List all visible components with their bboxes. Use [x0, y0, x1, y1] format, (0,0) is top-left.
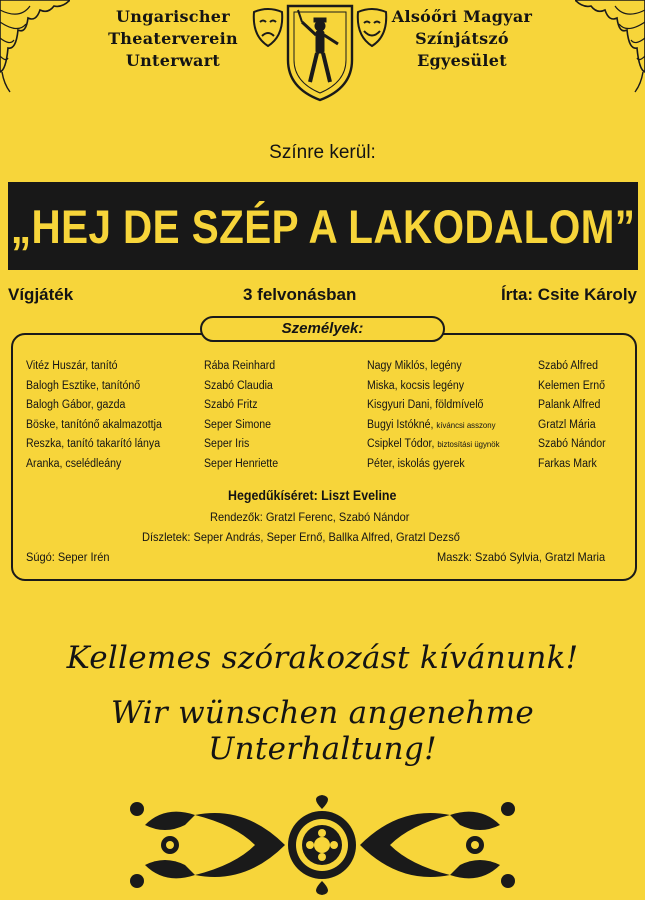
sets-credit: Díszletek: Seper András, Seper Ernő, Ballka Alfred, Gratzl Dezső — [142, 530, 460, 544]
cast-actor: Szabó Nándor — [538, 438, 606, 450]
prompter-credit: Súgó: Seper Irén — [26, 550, 110, 564]
cast-actors-column-right — [538, 357, 606, 474]
play-title: „HEJ DE SZÉP A LAKODALOM” — [10, 199, 636, 253]
acts-label: 3 felvonásban — [243, 285, 357, 304]
cast-role — [367, 396, 500, 416]
cast-role — [367, 416, 500, 436]
header-right-line: Alsóőri Magyar — [391, 7, 533, 26]
cast-role: Balogh Esztike, tanítónő — [26, 379, 141, 392]
cast-role-name: Nagy Miklós, legény — [367, 360, 462, 372]
director-credit: Rendezők: Gratzl Ferenc, Szabó Nándor — [210, 510, 410, 524]
theater-masks-emblem — [240, 2, 400, 102]
cast-actor: Rába Reinhard — [204, 360, 276, 372]
header-left-line: Ungarischer — [116, 7, 230, 26]
cast-actor: Farkas Mark — [538, 457, 597, 470]
cast-roles-column-left — [26, 357, 162, 474]
cast-role-note: kíváncsi asszony — [436, 419, 496, 430]
hungarian-wish: Kellemes szórakozást kívánunk! — [66, 640, 579, 676]
folk-flower-ornament — [125, 795, 520, 895]
cast-actor: Szabó Alfred — [538, 360, 599, 372]
genre-label: Vígjáték — [8, 285, 74, 304]
cast-role: Vitéz Huszár, tanító — [26, 360, 118, 372]
makeup-credit: Maszk: Szabó Sylvia, Gratzl Maria — [437, 550, 606, 564]
cast-role: Aranka, cselédleány — [26, 457, 122, 470]
cast-actor: Seper Simone — [204, 418, 272, 431]
cast-role: Balogh Gábor, gazda — [26, 399, 126, 411]
cast-role-name: Kisgyuri Dani, földmívelő — [367, 399, 484, 411]
intro-text: Színre kerül: — [269, 142, 376, 163]
cast-actor: Palank Alfred — [538, 399, 601, 411]
author-label: Írta: Csite Károly — [500, 285, 637, 304]
header-right-line: Egyesület — [417, 51, 507, 70]
right-curtain-ornament — [575, 0, 645, 95]
header-right-line: Színjátszó — [415, 29, 509, 48]
cast-role-name: Csipkel Tódor, — [367, 438, 438, 450]
cast-actors-column-left — [204, 357, 278, 474]
cast-role — [367, 357, 500, 377]
comedy-mask-icon — [358, 9, 386, 46]
cast-heading: Személyek: — [200, 316, 445, 342]
cast-role — [367, 435, 500, 455]
header-left-line: Unterwart — [125, 51, 221, 70]
left-tulip-branch-icon — [130, 802, 285, 888]
right-tulip-branch-icon — [360, 802, 515, 888]
german-wish: Wir wünschen angenehme Unterhaltung! — [110, 695, 535, 767]
cast-roles-column-right — [367, 357, 500, 474]
cast-actor: Seper Henriette — [204, 457, 279, 470]
header-right-organization — [377, 6, 547, 72]
tragedy-mask-icon — [254, 9, 282, 46]
cast-role-name: Bugyi Istókné, — [367, 418, 437, 431]
cast-role — [367, 455, 500, 475]
title-banner — [8, 182, 638, 270]
cast-role-note: biztosítási ügynök — [437, 439, 500, 449]
cast-role — [367, 377, 500, 397]
central-flower-icon — [288, 811, 356, 879]
cast-actor: Gratzl Mária — [538, 418, 596, 431]
cast-actor: Szabó Fritz — [204, 399, 258, 411]
cast-role: Reszka, tanító takarító lánya — [26, 438, 161, 450]
cast-role-name: Miska, kocsis legény — [367, 379, 465, 392]
cast-actor: Kelemen Ernő — [538, 379, 606, 392]
header-left-line: Theaterverein — [108, 29, 238, 48]
cast-actor: Seper Iris — [204, 438, 250, 450]
cast-role: Böske, tanítónő akalmazottja — [26, 418, 162, 431]
cast-role-name: Péter, iskolás gyerek — [367, 457, 465, 470]
music-credit: Hegedűkíséret: Liszt Eveline — [228, 488, 397, 503]
header-left-organization — [88, 6, 258, 72]
cast-actor: Szabó Claudia — [204, 379, 273, 392]
left-curtain-ornament — [0, 0, 70, 95]
